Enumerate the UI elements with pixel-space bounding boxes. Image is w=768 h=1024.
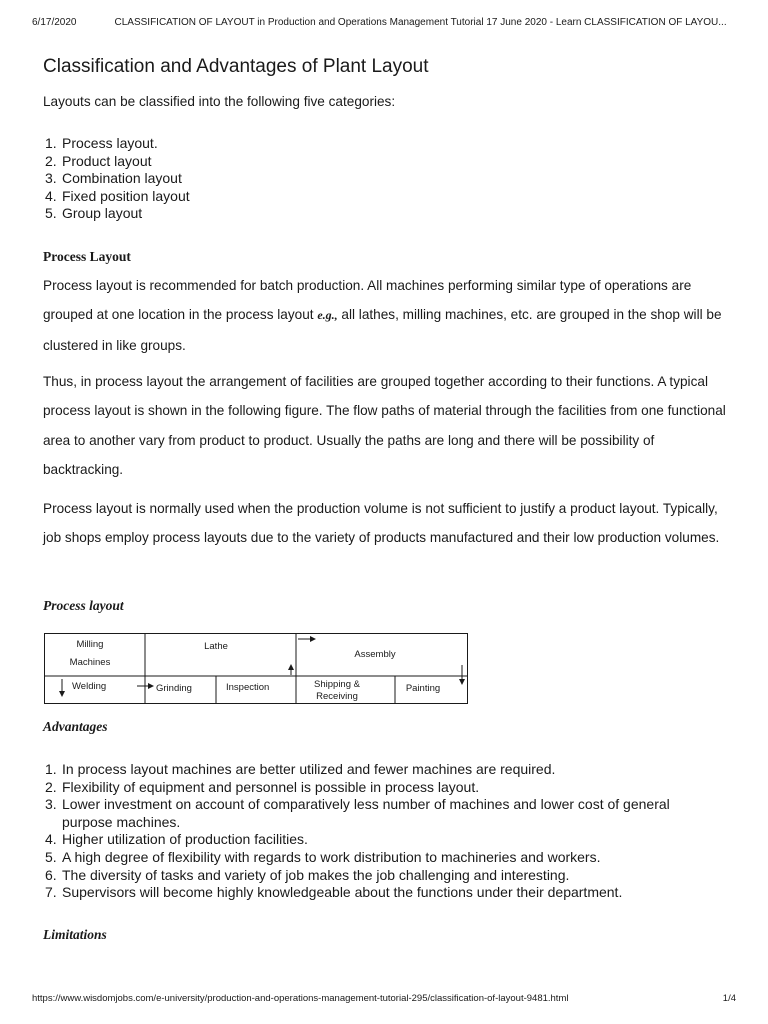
welding-label: Welding [72,681,107,692]
list-item: 2. Product layout [45,152,152,169]
print-footer [32,993,736,1004]
inspection-label: Inspection [226,682,270,693]
limitations-heading: Limitations [43,927,107,942]
paragraph-usage: Process layout is normally used when the production volume is not sufficient to justify a product layout. Typically, job shops employ process layouts due to the variety of products manufactured and their low production volumes. [43,501,720,546]
list-item: 1. In process layout machines are better utilized and fewer machines are required. [45,761,556,777]
paragraph-process-layout: Process layout is recommended for batch production. All machines performing similar type of operations are grouped at one location in the process layout e.g., all lathes, milling machines, etc. are grouped in the shop will be clustered in like groups. [43,278,722,353]
advantages-heading: Advantages [43,719,108,734]
process-layout-heading: Process Layout [43,249,131,264]
arrow-head-icon [310,636,316,642]
list-item: 6. The diversity of tasks and variety of job makes the job challenging and interesting. [45,866,570,883]
figure-caption: Process layout [43,598,124,613]
list-item: 2. Flexibility of equipment and personnel is possible in process layout. [45,778,480,795]
list-item: 4. Fixed position layout [45,187,190,204]
assembly-label: Assembly [354,649,396,660]
list-item: 3. Combination layout [45,170,182,187]
print-header [32,17,736,28]
lathe-label: Lathe [204,641,228,652]
list-item: 3. Lower investment on account of comparatively less number of machines and lower cost of general purpose machines. [45,796,670,830]
list-item: 5. A high degree of flexibility with regards to work distribution to machineries and workers. [45,848,601,865]
list-item: 7. Supervisors will become highly knowledgeable about the functions under their department. [45,884,623,901]
list-item: 4. Higher utilization of production facilities. [45,831,308,848]
list-item: 1. Process layout. [45,135,158,151]
list-item: 5. Group layout [45,205,143,222]
arrow-head-icon [288,664,294,670]
paragraph-arrangement: Thus, in process layout the arrangement of facilities are grouped together according to their functions. A typical process layout is shown in the following figure. The flow paths of material through the facilities from one functional area to another vary from product to product. Usually the paths are long and there will be possibility of backtracking. [43,374,726,477]
category-list [45,135,190,223]
receiving-label: Receiving [316,691,358,702]
milling-label: Milling [76,639,104,650]
process-layout-diagram [44,633,468,705]
arrow-head-icon [148,683,154,689]
page-title: Classification and Advantages of Plant Layout [43,56,429,77]
print-date: 6/17/2020 [32,17,77,28]
arrow-head-icon [459,679,465,685]
painting-label: Painting [405,683,441,694]
advantages-list [45,761,685,902]
intro-text: Layouts can be classified into the following five categories: [43,94,396,109]
print-title: CLASSIFICATION OF LAYOUT in Production and Operations Management Tutorial 17 June 2020 - Learn CLASSIFICATION OF LAYOU... [114,17,727,28]
arrow-head-icon [59,691,65,697]
grinding-label: Grinding [156,683,192,694]
eg-abbreviation: e.g., [317,308,338,323]
shipping-label: Shipping & [314,679,360,690]
page-url: https://www.wisdomjobs.com/e-university/production-and-operations-management-tutorial-295/classification-of-layout-9481.html [32,993,569,1004]
page-number: 1/4 [722,993,736,1004]
machines-label: Machines [69,657,111,668]
